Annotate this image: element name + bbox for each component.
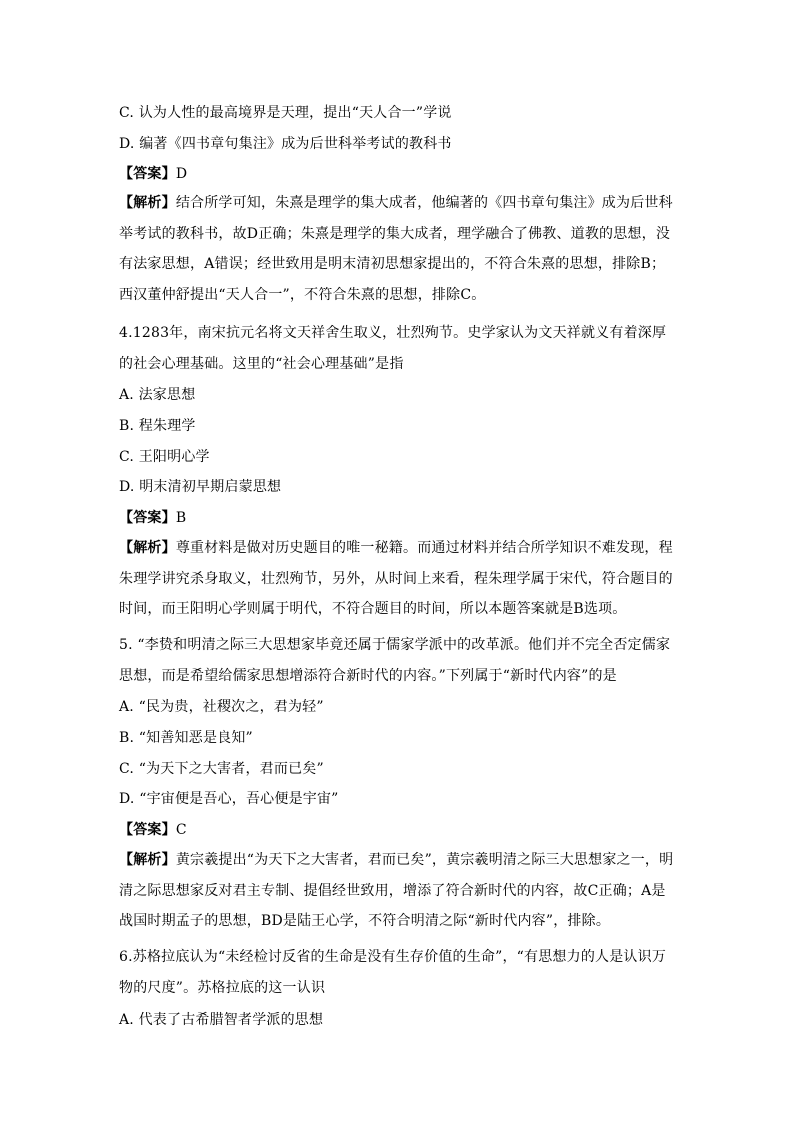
analysis-tag: 【解析】 <box>119 852 176 868</box>
q5-answer <box>119 821 187 839</box>
q3-answer <box>119 165 187 183</box>
answer-tag: 【答案】 <box>119 166 176 182</box>
analysis-tag: 【解析】 <box>119 540 176 556</box>
analysis-text: 黄宗羲提出“为天下之大害者，君而已矣”，黄宗羲明清之际三大思想家之一，明清之际思想家反对君主专制、提倡经世致用，增添了符合新时代的内容，故C正确；A是战国时期孟子的思想，BD是陆王心学，不符合明清之际“新时代内容”，排除。 <box>119 852 674 929</box>
q5-option-a: A. “民为贵，社稷次之，君为轻” <box>119 699 324 715</box>
answer-value: B <box>175 510 187 526</box>
q4-answer <box>119 509 186 527</box>
q5-option-c: C. “为天下之大害者，君而已矣” <box>119 761 324 777</box>
q4-analysis <box>119 533 679 625</box>
q6-stem: 6.苏格拉底认为“未经检讨反省的生命是没有生存价值的生命”，“有思想力的人是认识万物的尺度”。苏格拉底的这一认识 <box>119 949 667 996</box>
q5-stem: 5. “李贽和明清之际三大思想家毕竟还属于儒家学派中的改革派。他们并不完全否定儒家思想，而是希望给儒家思想增添符合新时代的内容。”下列属于“新时代内容”的是 <box>119 637 671 684</box>
analysis-text: 结合所学可知，朱熹是理学的集大成者，他编著的《四书章句集注》成为后世科举考试的教科书，故D正确；朱熹是理学的集大成者，理学融合了佛教、道教的思想，没有法家思想，A错误；经世致用是明末清初思想家提出的，不符合朱熹的思想，排除B；西汉董仲舒提出“天人合一”，不符合朱熹的思想，排除C。 <box>119 195 673 303</box>
answer-value: C <box>175 822 187 838</box>
answer-tag: 【答案】 <box>119 510 176 526</box>
q4-option-b: B. 程朱理学 <box>119 418 196 434</box>
q5-option-b: B. “知善知恶是良知” <box>119 730 253 746</box>
q3-option-d: D. 编著《四书章句集注》成为后世科举考试的教科书 <box>119 136 452 152</box>
q4-stem: 4.1283年，南宋抗元名将文天祥舍生取义，壮烈殉节。史学家认为文天祥就义有着深厚的社会心理基础。这里的“社会心理基础”是指 <box>119 325 667 372</box>
answer-value: D <box>175 166 188 182</box>
analysis-tag: 【解析】 <box>119 195 176 211</box>
q4-option-c: C. 王阳明心学 <box>119 449 210 465</box>
analysis-text: 尊重材料是做对历史题目的唯一秘籍。而通过材料并结合所学知识不难发现，程朱理学讲究杀身取义，壮烈殉节，另外，从时间上来看，程朱理学属于宋代，符合题目的时间，而王阳明心学则属于明代，不符合题目的时间，所以本题答案就是B选项。 <box>119 540 673 617</box>
q5-analysis <box>119 845 679 937</box>
q4-option-a: A. 法家思想 <box>119 387 196 403</box>
q6-option-a: A. 代表了古希腊智者学派的思想 <box>119 1012 324 1028</box>
q3-analysis <box>119 188 679 310</box>
q3-option-c: C. 认为人性的最高境界是天理，提出“天人合一”学说 <box>119 105 452 121</box>
answer-tag: 【答案】 <box>119 822 176 838</box>
q4-option-d: D. 明末清初早期启蒙思想 <box>119 479 282 495</box>
q5-option-d: D. “宇宙便是吾心，吾心便是宇宙” <box>119 791 339 807</box>
